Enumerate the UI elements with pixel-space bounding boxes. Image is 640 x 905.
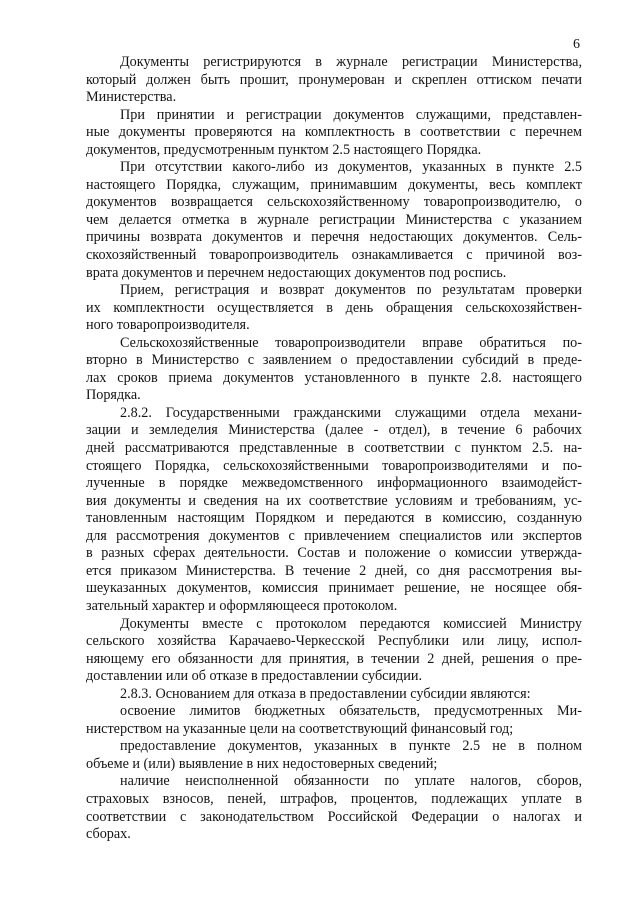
text-line: шеуказанных документов, комиссия принимает решение, не носящее обя- (86, 580, 582, 597)
text-line: который должен быть прошит, пронумерован и скреплен оттиском печати (86, 71, 582, 88)
text-line: При принятии и регистрации документов служащими, представлен- (120, 106, 582, 123)
text-line: ного товаропроизводителя. (86, 317, 250, 334)
text-line: нистерством на указанные цели на соответствующий финансовый год; (86, 720, 514, 737)
paragraph (86, 738, 582, 773)
text-line: для рассмотрения документов с привлечением специалистов или экспертов (86, 527, 582, 544)
text-line: в разных сферах деятельности. Состав и положение о комиссии утвержда- (86, 545, 582, 562)
text-line: ется приказом Министерства. В течение 2 дней, со дня рассмотрения вы- (86, 562, 582, 579)
text-line: тановленным настоящим Порядком и передаются в комиссию, созданную (86, 510, 582, 527)
paragraph (86, 54, 582, 107)
text-line: сельского хозяйства Карачаево-Черкесской Республики или лицу, испол- (86, 633, 582, 650)
text-line: При отсутствии какого-либо из документов, указанных в пункте 2.5 (120, 159, 582, 176)
text-line: 2.8.2. Государственными гражданскими служащими отдела механи- (120, 404, 582, 421)
text-line: Документы регистрируются в журнале регистрации Министерства, (120, 54, 582, 70)
text-line: документов возвращается сельскохозяйственному товаропроизводителю, о (86, 194, 582, 211)
text-line: скохозяйственный товаропроизводитель ознакамливается с причиной воз- (86, 247, 582, 264)
text-line: лученные в порядке межведомственного информационного взаимодейст- (86, 475, 582, 492)
text-line: зательный характер и оформляющееся протоколом. (86, 597, 398, 614)
text-line: объеме и (или) выявление в них недостоверных сведений; (86, 755, 438, 772)
text-line: наличие неисполненной обязанности по уплате налогов, сборов, (120, 773, 582, 790)
text-line: предоставление документов, указанных в пункте 2.5 не в полном (120, 738, 582, 755)
document-body (86, 54, 582, 844)
text-line: лах сроков приема документов установленного в пункте 2.8. настоящего (86, 369, 582, 386)
text-line: чем делается отметка в журнале регистрации Министерства с указанием (86, 211, 582, 228)
text-line: Министерства. (86, 89, 177, 106)
paragraph (86, 703, 582, 738)
text-line: Порядка. (86, 387, 141, 404)
text-line: страховых взносов, пеней, штрафов, процентов, подлежащих уплате в (86, 790, 582, 807)
paragraph (86, 773, 582, 843)
text-line: врата документов и перечнем недостающих документов под роспись. (86, 264, 507, 281)
paragraph (86, 282, 582, 335)
text-line: Прием, регистрация и возврат документов по результатам проверки (120, 282, 582, 299)
text-line: причины возврата документов и перечня недостающих документов. Сель- (86, 229, 582, 246)
paragraph (86, 107, 582, 160)
text-line: их комплектности осуществляется в день обращения сельскохозяйствен- (86, 299, 582, 316)
paragraph (86, 686, 582, 704)
text-line: Документы вместе с протоколом передаются комиссией Министру (120, 615, 582, 632)
text-line: зации и земледелия Министерства (далее - отдел), в течение 6 рабочих (86, 422, 582, 439)
text-line: вия документы и сведения на их соответствие условиям и требованиям, ус- (86, 492, 582, 509)
paragraph (86, 616, 582, 686)
text-line: няющему его обязанности для принятия, в течении 2 дней, решения о пре- (86, 650, 582, 667)
text-line: дней рассматриваются представленные в соответствии с пунктом 2.5. на- (86, 440, 582, 457)
text-line: доставлении или об отказе в предоставлении субсидии. (86, 668, 423, 685)
text-line: вторно в Министерство с заявлением о предоставлении субсидий в преде- (86, 352, 582, 369)
page-number: 6 (573, 37, 580, 52)
paragraph (86, 335, 582, 405)
text-line: сборах. (86, 826, 131, 843)
text-line: освоение лимитов бюджетных обязательств, предусмотренных Ми- (120, 703, 582, 720)
text-line: 2.8.3. Основанием для отказа в предоставлении субсидии являются: (120, 685, 531, 702)
text-line: соответствии с законодательством Российской Федерации о налогах и (86, 808, 582, 825)
paragraph (86, 405, 582, 616)
text-line: документов, предусмотренным пунктом 2.5 настоящего Порядка. (86, 141, 482, 158)
text-line: стоящего Порядка, сельскохозяйственными товаропроизводителями и по- (86, 457, 582, 474)
text-line: настоящего Порядка, служащим, принимавшим документы, весь комплект (86, 176, 582, 193)
text-line: Сельскохозяйственные товаропроизводители вправе обратиться по- (120, 334, 582, 351)
text-line: ные документы проверяются на комплектность в соответствии с перечнем (86, 124, 582, 141)
paragraph (86, 159, 582, 282)
